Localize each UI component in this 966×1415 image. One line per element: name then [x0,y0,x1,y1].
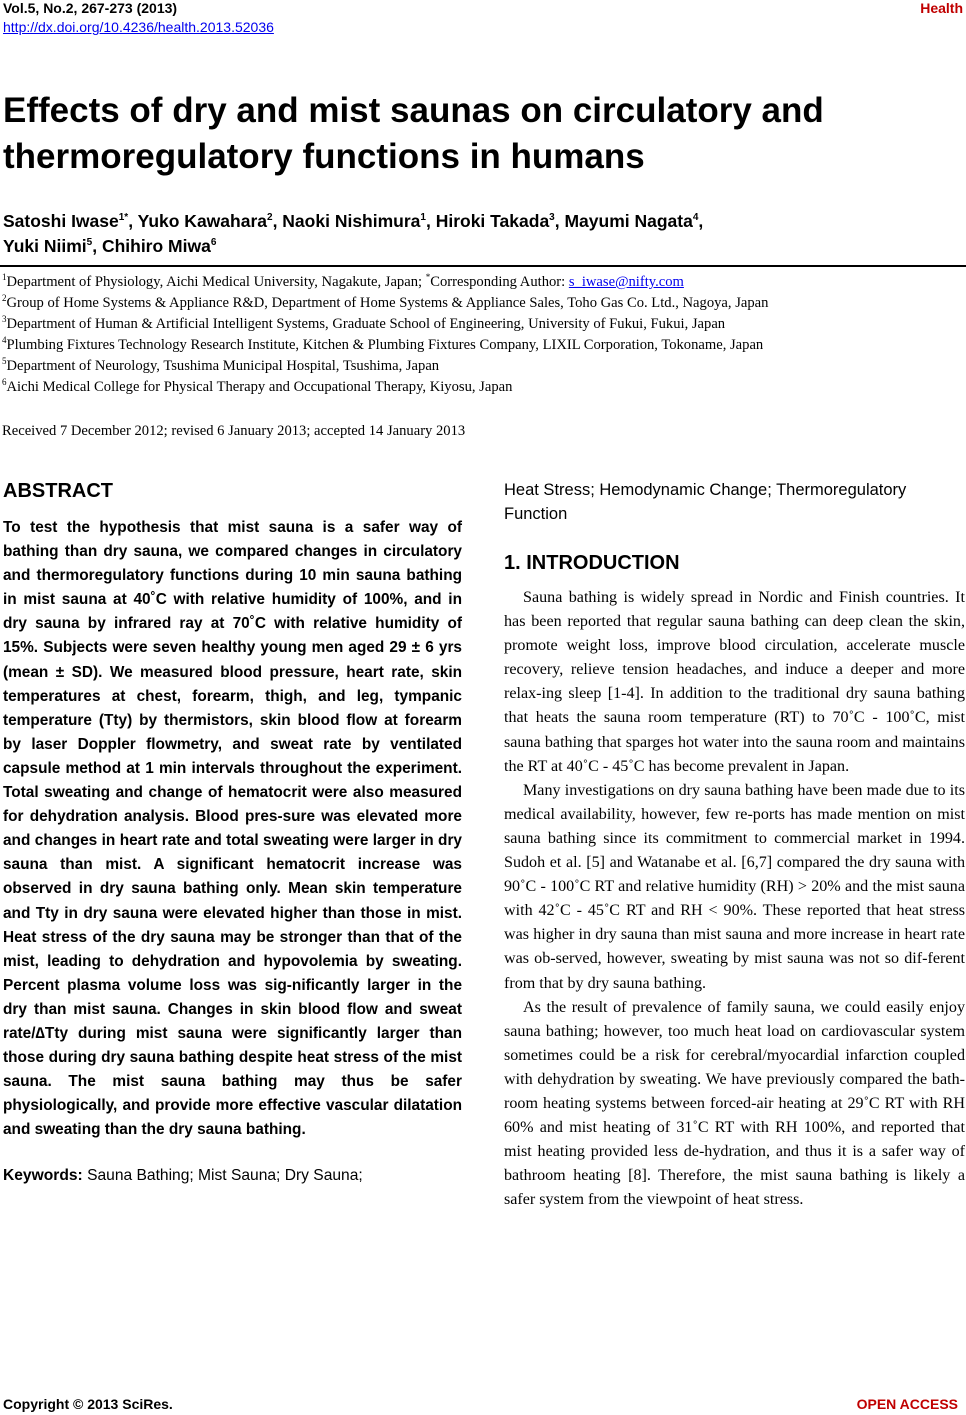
affiliation-text: Department of Physiology, Aichi Medical University, Nagakute, Japan; [6,274,426,290]
header-divider [0,265,966,267]
affiliation-list [2,272,962,397]
doi-link[interactable]: http://dx.doi.org/10.4236/health.2013.52036 [3,19,274,35]
author: Yuki Niimi [3,236,87,256]
journal-volume: Vol.5, No.2, 267-273 (2013) [3,0,178,16]
introduction-heading: 1. INTRODUCTION [504,552,680,574]
author-sup: 3 [549,212,555,223]
author-sup: 2 [267,212,273,223]
affiliation-item [2,335,962,356]
author: Hiroki Takada [435,211,550,231]
keywords [3,1164,462,1188]
affiliation-sup: 4 [2,334,7,345]
author-sup: 6 [210,237,217,248]
affiliation-text: Aichi Medical College for Physical Therapy and Occupational Therapy, Kiyosu, Japan [6,378,513,395]
author-sup: 1* [118,212,129,223]
author: Naoki Nishimura [282,211,421,231]
affiliation-text: Plumbing Fixtures Technology Research Institute, Kitchen & Plumbing Fixtures Company, LIXIL Corporation, Tokoname, Japan [6,336,764,353]
affiliation-item [2,356,962,377]
abstract-heading: ABSTRACT [3,480,113,502]
author-sup: 1 [420,212,426,223]
author: Yuko Kawahara [137,211,267,231]
affiliation-item [2,314,962,335]
author-sup: 4 [692,212,699,223]
intro-paragraph: Many investigations on dry sauna bathing have been made due to its medical availability, however, few re-ports has made mention on mist sauna bathing since its commitment to commercial market in 1994. Sudoh et al. [5] and Watanabe et al. [6,7] compared the dry sauna with 90˚C - 100˚C RT and relative humidity (RH) > 20% and the mist sauna with 42˚C - 45˚C RT and RH < 90%. These reported that heat stress was higher in dry sauna than mist sauna and more increase in heart rate was ob-served, however, sweating by mist sauna was not so dif-ferent from that by dry sauna bathing. [504,781,965,992]
affiliation-item [2,293,962,314]
affiliation-text: Department of Neurology, Tsushima Municipal Hospital, Tsushima, Japan [6,357,440,374]
title-line-1: Effects of dry and mist saunas on circulatory and [3,91,824,130]
affiliation-text: Group of Home Systems & Appliance R&D, Department of Home Systems & Appliance Sales, Toho Gas Co. Ltd., Nagoya, Japan [6,294,769,311]
author-list: Satoshi Iwase$^{1*}$, Yuko Kawahara$^2$, Naoki Nishimura$^1$, Hiroki Takada$^3$, Mayumi Nagata$^4$, Yuki Niimi$^5$, Chihiro Miwa$^6$ [3,211,704,256]
corresponding-label: Corresponding Author: [430,274,569,290]
intro-paragraph: Sauna bathing is widely spread in Nordic and Finish countries. It has been reported that regular sauna bathing can deep clean the skin, promote weight loss, improve blood circulation, accelerate muscle recovery, relieve tension headaches, and induce a deeper and more relax-ing sleep [1-4]. In addition to the traditional dry sauna bathing that heats the sauna room temperature (RT) to 70˚C - 100˚C, mist sauna bathing that sparges hot water into the sauna room and maintains the RT at 40˚C - 45˚C has become prevalent in Japan. [504,589,965,775]
right-column [504,478,965,1212]
affiliation-sup: 5 [2,355,7,366]
abstract-text: To test the hypothesis that mist sauna is a safer way of bathing than dry sauna, we compared changes in circulatory and thermoregulatory functions during 10 min sauna bathing in mist sauna at 40˚C with relative humidity of 100%, and in dry sauna by infrared ray at 70˚C with relative humidity of 15%. Subjects were seven healthy young men aged 29 ± 6 yrs (mean ± SD). We measured blood pressure, heart rate, skin temperatures at chest, forearm, thigh, and leg, tympanic temperature (Tty) by thermistors, skin blood flow at forearm by laser Doppler flowmetry, and sweat rate by ventilated capsule method at 1 min intervals throughout the experiment. Total sweating and change of hematocrit were also measured for dehydration analysis. Blood pres-sure was elevated more and changes in heart rate and total sweating were larger in dry sauna than mist. A significant hematocrit increase was observed in dry sauna bathing only. Mean skin temperature and Tty in dry sauna were elevated higher than those in mist. Heat stress of the dry sauna may be stronger than that of the mist, leading to dehydration and hypovolemia by sweating. Percent plasma volume loss was sig-nificantly larger in the dry than mist sauna. Changes in skin blood flow and sweat rate/∆Tty during mist sauna were significantly larger than those during dry sauna bathing despite heat stress of the mist sauna. The mist sauna bathing may thus be safer physiologically, and provide more effective vascular dilatation and sweating than the dry sauna bathing. [3,519,462,1139]
affiliation-text: Department of Human & Artificial Intelligent Systems, Graduate School of Engineering, University of Fukui, Fukui, Japan [6,315,726,332]
affiliation-item [2,272,962,293]
author: Chihiro Miwa [101,236,211,256]
affiliation-item [2,377,962,398]
corresponding-sup: * [425,272,431,282]
copyright-notice: Copyright © 2013 SciRes. [3,1396,173,1412]
keywords-label: Keywords: [3,1167,83,1185]
affiliation-sup: 2 [2,292,7,303]
left-column [3,478,462,1188]
affiliation-sup: 1 [2,272,7,282]
journal-name: Health [920,0,963,16]
open-access-badge: OPEN ACCESS [856,1396,958,1412]
affiliation-sup: 6 [2,376,7,387]
author: Mayumi Nagata [564,211,693,231]
author: Satoshi Iwase [3,211,119,231]
title-line-2: thermoregulatory functions in humans [3,137,645,176]
paper-title [3,88,958,180]
author-sup: 5 [86,237,93,248]
corresponding-email-link[interactable]: s_iwase@nifty.com [568,274,684,290]
received-dates: Received 7 December 2012; revised 6 January 2013; accepted 14 January 2013 [2,423,466,439]
keywords-continued: Heat Stress; Hemodynamic Change; Thermoregulatory Function [504,481,907,523]
affiliation-sup: 3 [2,313,7,324]
keywords-text: Sauna Bathing; Mist Sauna; Dry Sauna; [87,1167,363,1185]
intro-paragraph: As the result of prevalence of family sauna, we could easily enjoy sauna bathing; however, too much heat load on cardiovascular system sometimes could be a risk for cerebral/myocardial infarction coupled with dehydration by sweating. We have previously compared the bath-room heating systems between forced-air heating at 29˚C RT with RH 60% and mist heating of 31˚C RT with RH 100%, and reported that mist heating provided less de-hydration, and thus it is a safer way of bathroom heating [8]. Therefore, the mist sauna bathing is likely a safer system from the viewpoint of heat stress. [504,998,965,1209]
